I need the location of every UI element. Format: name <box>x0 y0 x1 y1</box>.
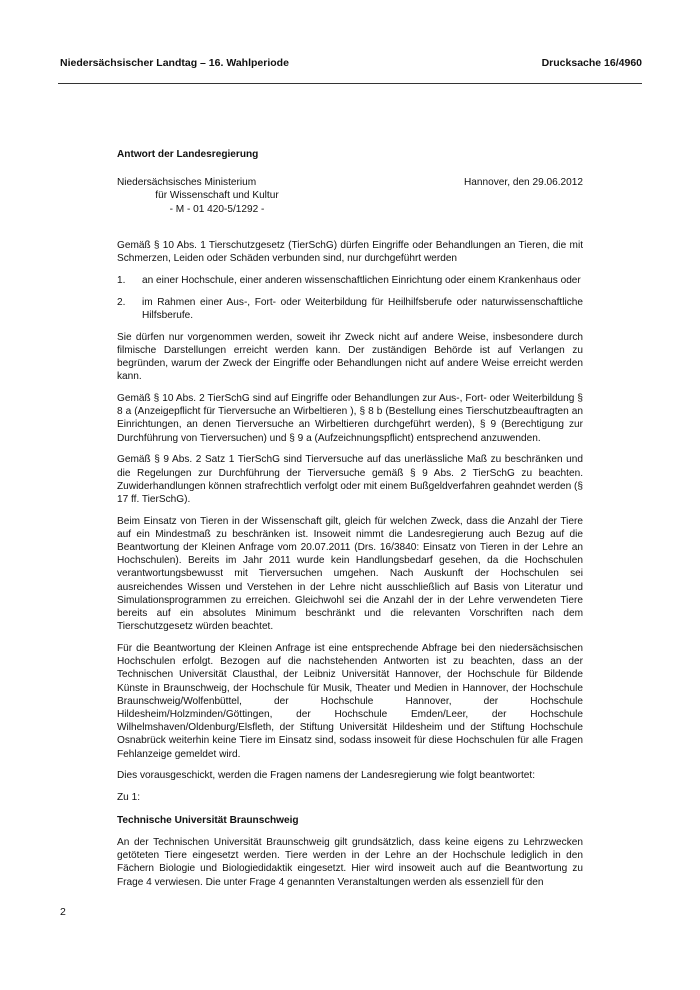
list-item-number: 2. <box>117 296 126 308</box>
header-title: Niedersächsischer Landtag – 16. Wahlperiode <box>60 57 289 69</box>
header-divider <box>58 83 642 84</box>
paragraph-4: Gemäß § 9 Abs. 2 Satz 1 TierSchG sind Tierversuche auf das unerlässliche Maß zu beschränken und die Regelungen zur Durchführung der Tierversuche gemäß § 9 Abs. 2 TierSchG zu beachten. Zuwiderhandlungen können strafrechtlich verfolgt oder mit einem Bußgeldverfahren geahndet werden (§ 17 ff. TierSchG). <box>117 454 583 505</box>
ministry-block <box>117 176 317 216</box>
paragraph-2: Sie dürfen nur vorgenommen werden, soweit ihr Zweck nicht auf andere Weise, insbesondere durch filmische Darstellungen erreicht werden kann. Der zuständigen Behörde ist auf Verlangen zu begründen, warum der Zweck der Eingriffe oder Behandlungen nicht auf andere Weise erreicht werden kann. <box>117 331 583 383</box>
list-item <box>117 274 583 287</box>
paragraph-7: Dies vorausgeschickt, werden die Fragen namens der Landesregierung wie folgt beantwortet: <box>117 770 536 782</box>
paragraph-6: Für die Beantwortung der Kleinen Anfrage ist eine entsprechende Abfrage bei den niedersächsischen Hochschulen erfolgt. Bezogen auf die nachstehenden Antworten ist zu beachten, dass an der Technischen Universität Clausthal, der Leibniz Universität Hannover, der Hochschule für Bildende Künste in Braunschweig, der Hochschule für Musik, Theater und Medien in Hannover, der Hochschule Braunschweig/Wolfenbüttel, der Hochschule Hannover, der Hochschule Hildesheim/Holzminden/Göttingen, der Hochschule Emden/Leer, der Hochschule Wilhelmshaven/Oldenburg/Elsfleth, der Stiftung Universität Hildesheim und der Stiftung Hochschule Osnabrück weiterhin keine Tiere im Einsatz sind, sodass insoweit für diese Hochschulen für alle Fragen Fehlanzeige gemeldet wird. <box>117 642 583 760</box>
numbered-list <box>117 274 583 322</box>
list-item-text: an einer Hochschule, einer anderen wissenschaftlichen Einrichtung oder einem Krankenhaus oder <box>142 275 581 287</box>
list-item-number: 1. <box>117 275 126 287</box>
paragraph-1: Gemäß § 10 Abs. 1 Tierschutzgesetz (TierSchG) dürfen Eingriffe oder Behandlungen an Tieren, die mit Schmerzen, Leiden oder Schäden verbunden sind, nur durchgeführt werden <box>117 240 583 265</box>
page-number: 2 <box>60 906 66 918</box>
paragraph-8: Zu 1: <box>117 792 141 804</box>
paragraph-3: Gemäß § 10 Abs. 2 TierSchG sind auf Eingriffe oder Behandlungen zur Aus-, Fort- oder Weiterbildung § 8 a (Anzeigepflicht für Tierversuche an Wirbeltieren ), § 8 b (Bestellung eines Tierschutzbeauftragten an Einrichtungen, an denen Tierversuche an Wirbeltieren durchgeführt werden), § 9 (Berechtigung zur Durchführung von Tierversuchen) und § 9 a (Aufzeichnungspflicht) entsprechend anzuwenden. <box>117 393 583 444</box>
paragraph-5: Beim Einsatz von Tieren in der Wissenschaft gilt, gleich für welchen Zweck, dass die Anzahl der Tiere auf ein Mindestmaß zu beschränken ist. Insoweit nimmt die Landesregierung auch Bezug auf die Beantwortung der Kleinen Anfrage vom 20.07.2011 (Drs. 16/3840: Einsatz von Tieren in der Lehre an Hochschulen). Bereits im Jahr 2011 wurde kein Handlungsbedarf gesehen, da die Hochschulen verantwortungsbewusst mit Tierversuchen umgehen. Nach Auskunft der Hochschulen sei ausreichendes Wissen und Verstehen in der Lehre nicht ausschließlich auf Basis von Literatur und Simulationsprogrammen zu erreichen. Gleichwohl sei die Anzahl der in der Lehre verwendeten Tiere bereits auf ein absolutes Minimum beschränkt und die relevanten Vorschriften nach dem Tierschutzgesetz würden beachtet. <box>117 515 583 633</box>
header-document-number: Drucksache 16/4960 <box>541 57 642 69</box>
section-heading: Technische Universität Braunschweig <box>117 815 299 827</box>
list-item <box>117 296 583 322</box>
ministry-line-1: Niedersächsisches Ministerium <box>117 177 257 189</box>
address-block <box>117 176 583 218</box>
paragraph-9: An der Technischen Universität Braunschweig gilt grundsätzlich, dass keine eigens zu Lehrzwecken getöteten Tiere eingesetzt werden. Tiere werden in der Lehre an der Hochschule lediglich in den Fächern Biologie und Biologiedidaktik eingesetzt. Hier wird insoweit auch auf die Beantwortung zu Frage 4 verwiesen. Die unter Frage 4 genannten Veranstaltungen werden als essenziell für den <box>117 836 583 888</box>
document-body <box>117 148 583 897</box>
list-item-text: im Rahmen einer Aus-, Fort- oder Weiterbildung für Heilhilfsberufe oder naturwissenschaftliche Hilfsberufe. <box>142 296 583 322</box>
document-date: Hannover, den 29.06.2012 <box>464 177 583 189</box>
document-title: Antwort der Landesregierung <box>117 149 259 160</box>
ministry-reference: - M - 01 420-5/1292 - <box>169 203 265 215</box>
ministry-line-2: für Wissenschaft und Kultur <box>155 190 279 202</box>
